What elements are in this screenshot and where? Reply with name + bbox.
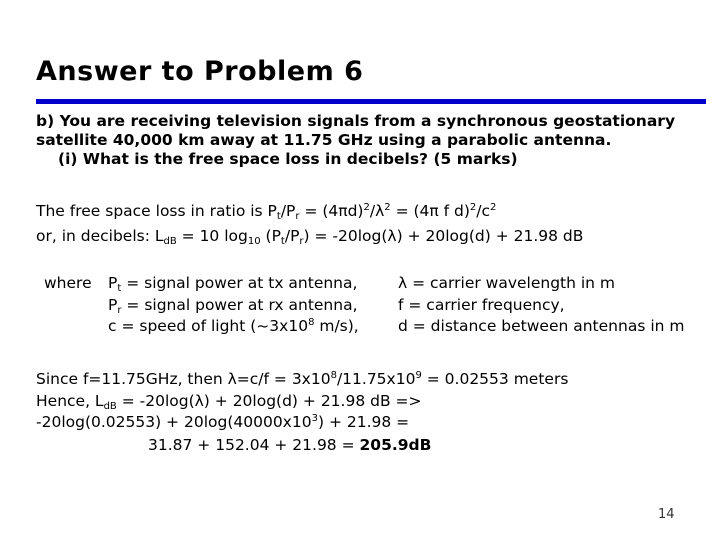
slash-p: /P [280,202,296,220]
pr-sub: r [117,304,122,316]
sup-2d: 2 [490,202,497,213]
sup-2a: 2 [363,202,370,213]
sup-2b: 2 [384,202,391,213]
ratio-formula [36,201,496,221]
sol-l3-sup: 3 [311,413,318,424]
pr-definition [108,295,359,317]
ratio-eq2: = (4π f d) [390,202,470,220]
question-line-1: b) You are receiving television signals from a synchronous geostationary [36,112,676,130]
db-slash: /P [284,227,300,245]
db-sub: dB [163,236,177,247]
question-line-2: satellite 40,000 km away at 11.75 GHz using a parabolic antenna. [36,131,612,149]
solution-line-2 [36,391,422,411]
pr-label: P [108,295,118,314]
sol-l4-a: 31.87 + 152.04 + 21.98 = [148,436,360,454]
sol-l3-b: ) + 21.98 = [317,413,410,431]
ratio-mid: = (4πd) [299,202,364,220]
db-sub-t: t [280,236,285,247]
where-label: where [44,274,92,292]
ratio-c: /c [476,202,491,220]
final-answer: 205.9dB [359,436,432,454]
definitions-left [108,273,359,338]
c-sup: 8 [308,317,315,328]
sup-2c: 2 [469,202,477,213]
definitions-right [398,273,684,338]
ratio-prefix: The free space loss in ratio is P [36,202,277,220]
solution-line-4 [148,435,431,455]
sol-l1-c: = 0.02553 meters [421,370,569,388]
pt-label: P [108,274,118,292]
d-definition: d = distance between antennas in m [398,317,685,335]
page-number: 14 [658,507,675,522]
sol-l1-a: Since f=11.75GHz, then λ=c/f = 3x10 [36,370,331,388]
sub-t: t [276,211,281,222]
db-formula [36,226,583,246]
ratio-lambda: /λ [369,202,385,220]
db-rest: ) = -20log(λ) + 20log(d) + 21.98 dB [303,227,584,245]
sol-l2-sub: dB [103,401,117,412]
title-underline [36,99,706,104]
db-sub-r: r [299,236,304,247]
solution-line-1 [36,369,568,389]
db-mid: = 10 log [176,227,248,245]
sol-l1-sup9: 9 [415,370,422,381]
slide-title: Answer to Problem 6 [36,56,364,87]
db-prefix: or, in decibels: L [36,227,164,245]
question-text [36,112,716,169]
sub-r: r [295,211,300,222]
pt-sub: t [117,283,122,294]
db-p: (P [260,227,281,245]
c-text-a: c = speed of light (~3x10 [108,317,309,335]
question-line-3: (i) What is the free space loss in decibels? (5 marks) [58,150,518,168]
f-definition: f = carrier frequency, [398,295,565,314]
solution-line-3 [36,412,409,432]
sol-l2-a: Hence, L [36,392,104,410]
sol-l1-b: /11.75x10 [336,370,416,388]
lambda-definition: λ = carrier wavelength in m [398,274,616,292]
db-sub10: 10 [247,236,261,247]
sol-l1-sup8: 8 [330,370,337,381]
sol-l2-b: = -20log(λ) + 20log(d) + 21.98 dB => [116,392,422,410]
pt-text: = signal power at tx antenna, [121,274,358,292]
sol-l3-a: -20log(0.02553) + 20log(40000x10 [36,413,312,431]
pr-text: = signal power at rx antenna, [121,295,358,314]
pt-definition [108,273,359,295]
c-text-b: m/s), [314,317,359,335]
c-definition [108,316,359,338]
